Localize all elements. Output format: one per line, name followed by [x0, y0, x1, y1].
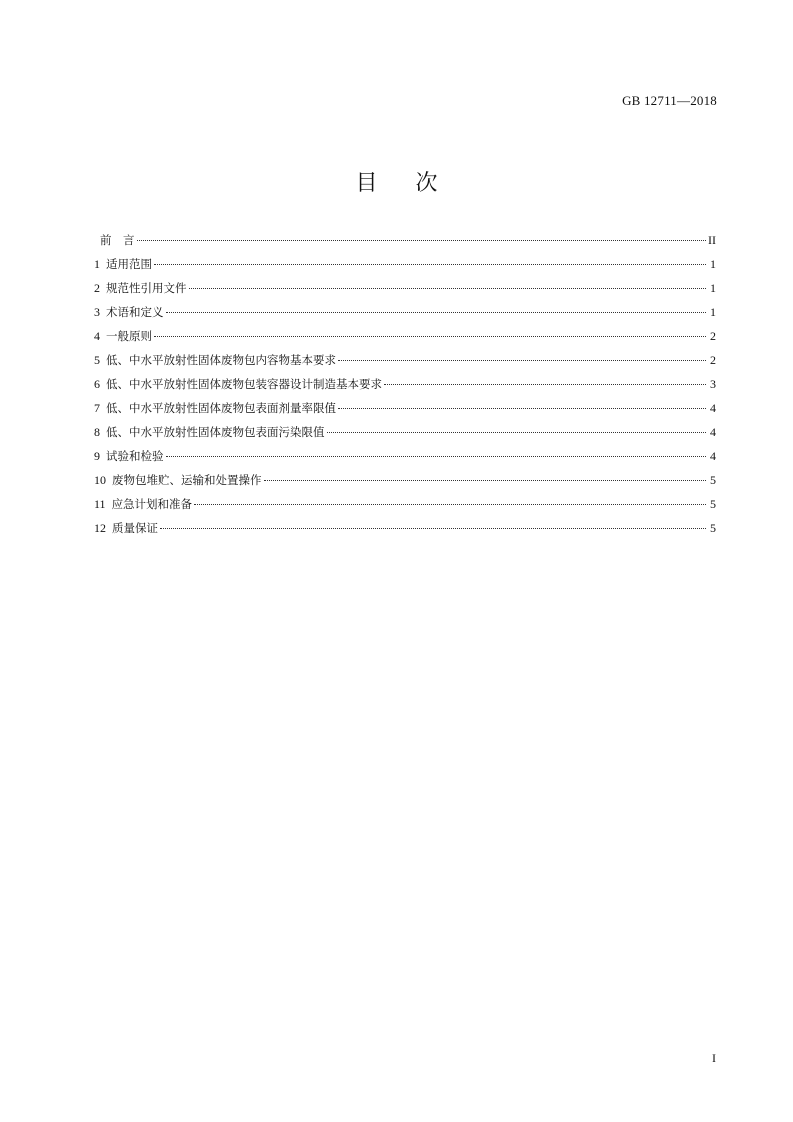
toc-entry-2[interactable] — [94, 280, 716, 304]
toc-entry-4[interactable] — [94, 328, 716, 352]
toc-entry-7[interactable] — [94, 400, 716, 424]
toc-dot-leader — [194, 494, 706, 505]
toc-entry-page: 2 — [710, 353, 716, 367]
toc-entry-page: 5 — [710, 473, 716, 487]
toc-entry-page: 1 — [710, 281, 716, 295]
toc-entry-6[interactable] — [94, 376, 716, 400]
toc-entry-number: 8 — [94, 425, 100, 439]
toc-dot-leader — [166, 302, 707, 313]
toc-entry-number: 10 — [94, 473, 106, 487]
toc-entry-title: 低、中水平放射性固体废物包表面污染限值 — [106, 425, 325, 439]
toc-entry-title: 一般原则 — [106, 329, 152, 343]
toc-entry-1[interactable] — [94, 256, 716, 280]
toc-entry-title: 废物包堆贮、运输和处置操作 — [112, 473, 262, 487]
toc-dot-leader — [327, 422, 707, 433]
toc-entry-number: 6 — [94, 377, 100, 391]
toc-entry-number: 9 — [94, 449, 100, 463]
toc-entry-number: 3 — [94, 305, 100, 319]
toc-dot-leader — [166, 446, 707, 457]
toc-entry-5[interactable] — [94, 352, 716, 376]
toc-entry-title: 试验和检验 — [106, 449, 164, 463]
toc-entry-title: 术语和定义 — [106, 305, 164, 319]
toc-entry-page: 5 — [710, 497, 716, 511]
toc-entry-number: 11 — [94, 497, 106, 511]
toc-entry-page: 1 — [710, 305, 716, 319]
toc-entry-8[interactable] — [94, 424, 716, 448]
toc-dot-leader — [189, 278, 707, 289]
toc-entry-page: 1 — [710, 257, 716, 271]
toc-entry-3[interactable] — [94, 304, 716, 328]
toc-dot-leader — [154, 254, 706, 265]
toc-entry-number: 5 — [94, 353, 100, 367]
toc-entry-title: 低、中水平放射性固体废物包装容器设计制造基本要求 — [106, 377, 382, 391]
toc-entry-page: II — [708, 233, 716, 247]
toc-entry-title: 低、中水平放射性固体废物包表面剂量率限值 — [106, 401, 336, 415]
toc-entry-page: 5 — [710, 521, 716, 535]
toc-entry-9[interactable] — [94, 448, 716, 472]
page-number: I — [712, 1051, 716, 1065]
toc-dot-leader — [154, 326, 706, 337]
toc-entry-page: 4 — [710, 425, 716, 439]
toc-entry-10[interactable] — [94, 472, 716, 496]
toc-entry-number: 7 — [94, 401, 100, 415]
toc-dot-leader — [264, 470, 707, 481]
toc-dot-leader — [338, 350, 706, 361]
toc-dot-leader — [384, 374, 706, 385]
toc-entry-number: 1 — [94, 257, 100, 271]
standard-code: GB 12711—2018 — [622, 93, 717, 108]
toc-entry-number: 2 — [94, 281, 100, 295]
table-of-contents — [94, 232, 716, 544]
toc-entry-number: 12 — [94, 521, 106, 535]
toc-entry-12[interactable] — [94, 520, 716, 544]
toc-dot-leader — [338, 398, 706, 409]
toc-entry-title: 低、中水平放射性固体废物包内容物基本要求 — [106, 353, 336, 367]
toc-entry-title: 适用范围 — [106, 257, 152, 271]
toc-entry-page: 3 — [710, 377, 716, 391]
toc-dot-leader — [160, 518, 706, 529]
toc-entry-11[interactable] — [94, 496, 716, 520]
toc-dot-leader — [137, 230, 707, 241]
toc-entry-title: 质量保证 — [112, 521, 158, 535]
toc-entry-title: 前 言 — [100, 233, 135, 247]
toc-entry-title: 应急计划和准备 — [111, 497, 193, 511]
toc-entry-foreword[interactable] — [94, 232, 716, 256]
toc-entry-title: 规范性引用文件 — [106, 281, 187, 295]
toc-entry-number: 4 — [94, 329, 100, 343]
page-title: 目次 — [355, 171, 476, 196]
toc-entry-page: 4 — [710, 401, 716, 415]
toc-entry-page: 2 — [710, 329, 716, 343]
toc-entry-page: 4 — [710, 449, 716, 463]
